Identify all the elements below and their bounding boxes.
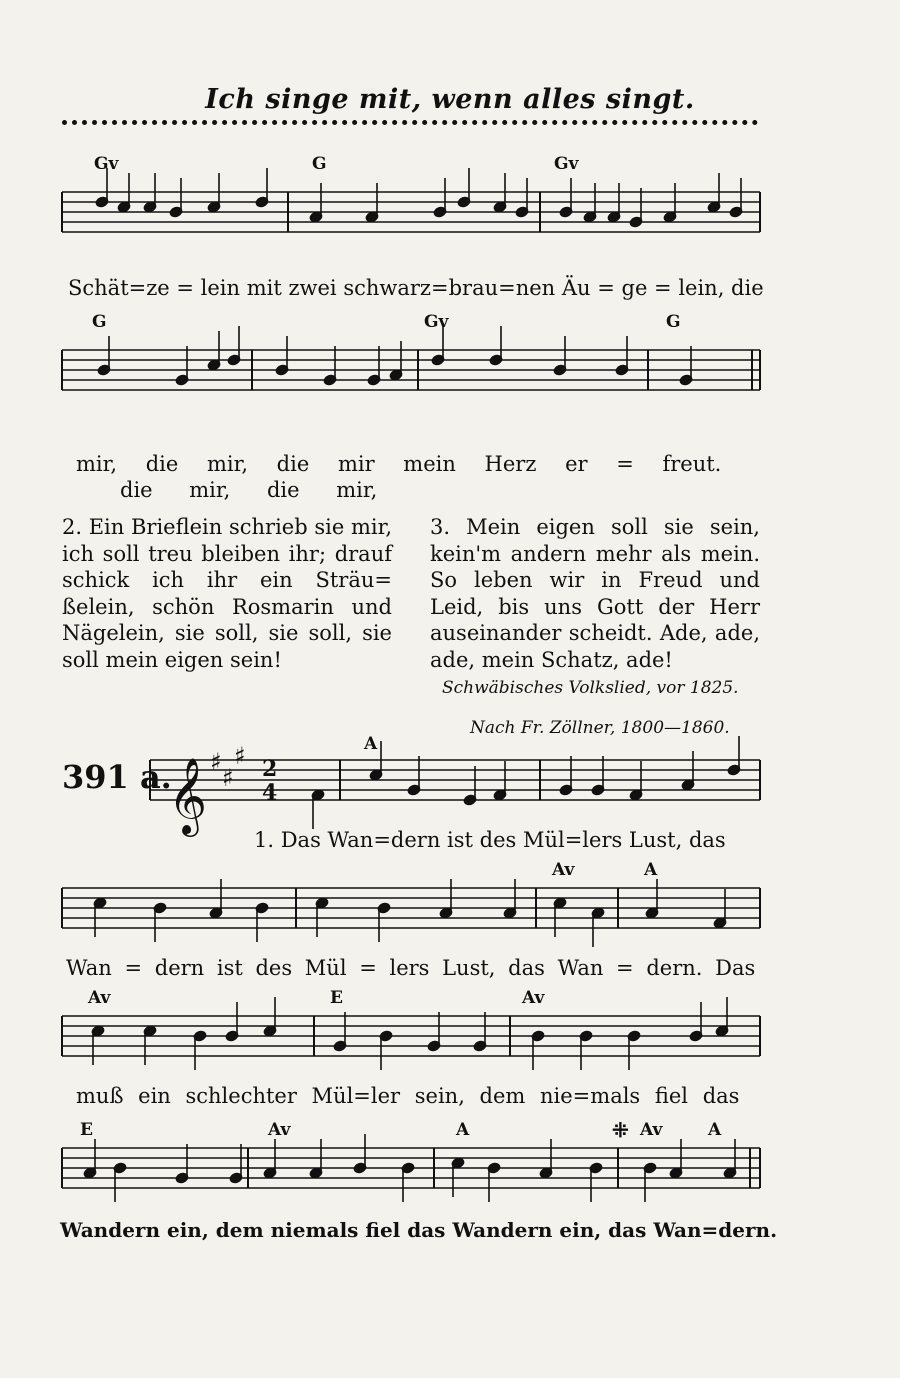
chord-symbol: A	[456, 1120, 470, 1140]
page-header-title: Ich singe mit, wenn alles singt.	[205, 84, 695, 115]
song-source: Schwäbisches Volkslied, vor 1825.	[442, 678, 739, 698]
treble-clef-icon: 𝄞	[168, 757, 208, 834]
chord-symbol: E	[80, 1120, 93, 1140]
chord-symbol: Gv	[424, 312, 449, 332]
verse-3: 3. Mein eigen soll sie sein, kein'm andern mehr als mein. So leben wir in Freud und Leid, bis uns Gott der Herr auseinander scheidt. Ade, ade, ade, mein Schatz, ade!	[430, 515, 760, 672]
composer-credit: Nach Fr. Zöllner, 1800—1860.	[470, 718, 730, 738]
chord-symbol: G	[92, 312, 107, 332]
chord-symbol: Gv	[554, 154, 579, 174]
chord-symbol: Av	[88, 988, 111, 1008]
lyrics-line: 1. Das Wan=dern ist des Mül=lers Lust, das	[254, 828, 726, 852]
lyrics-line: Wandern ein, dem niemals fiel das Wandern ein, das Wan=dern.	[60, 1218, 778, 1242]
chord-symbol: Av	[268, 1120, 291, 1140]
lyrics-line: muß ein schlechter Mül=ler sein, dem nie=mals fiel das	[76, 1084, 740, 1108]
chord-symbol: G	[666, 312, 681, 332]
staff-lines	[62, 192, 760, 1188]
lyrics-line-secondary: die mir, die mir,	[120, 478, 378, 502]
lyrics-line: Schät=ze = lein mit zwei schwarz=brau=nen Äu = ge = lein, die	[68, 276, 764, 300]
time-signature-top: 2	[262, 756, 278, 782]
sharp-icon: ♯	[222, 764, 234, 792]
chord-symbol: Av	[522, 988, 545, 1008]
bar-lines	[62, 192, 760, 1188]
fermata-sign: ⁜	[612, 1118, 629, 1142]
chord-symbol: A	[708, 1120, 722, 1140]
song-number: 391 a.	[62, 758, 172, 796]
lyrics-line: Wan = dern ist des Mül = lers Lust, das Wan = dern. Das	[66, 956, 756, 980]
time-signature-bottom: 4	[262, 780, 278, 806]
chord-symbol: Gv	[94, 154, 119, 174]
chord-symbol: G	[312, 154, 327, 174]
sharp-icon: ♯	[210, 748, 222, 776]
sharp-icon: ♯	[234, 742, 246, 770]
chord-symbol: Av	[640, 1120, 663, 1140]
chord-symbol: A	[364, 734, 378, 754]
lyrics-line: mir, die mir, die mir mein Herz er = freut.	[76, 452, 722, 476]
chord-symbol: E	[330, 988, 343, 1008]
notes	[83, 168, 743, 1202]
chord-symbol: A	[644, 860, 658, 880]
chord-symbol: Av	[552, 860, 575, 880]
verse-2: 2. Ein Brieflein schrieb sie mir, ich soll treu bleiben ihr; drauf schick ich ihr ein Sträu= ßelein, schön Rosmarin und Nägelein, sie soll, sie soll, sie soll mein eigen sein!	[62, 515, 392, 672]
